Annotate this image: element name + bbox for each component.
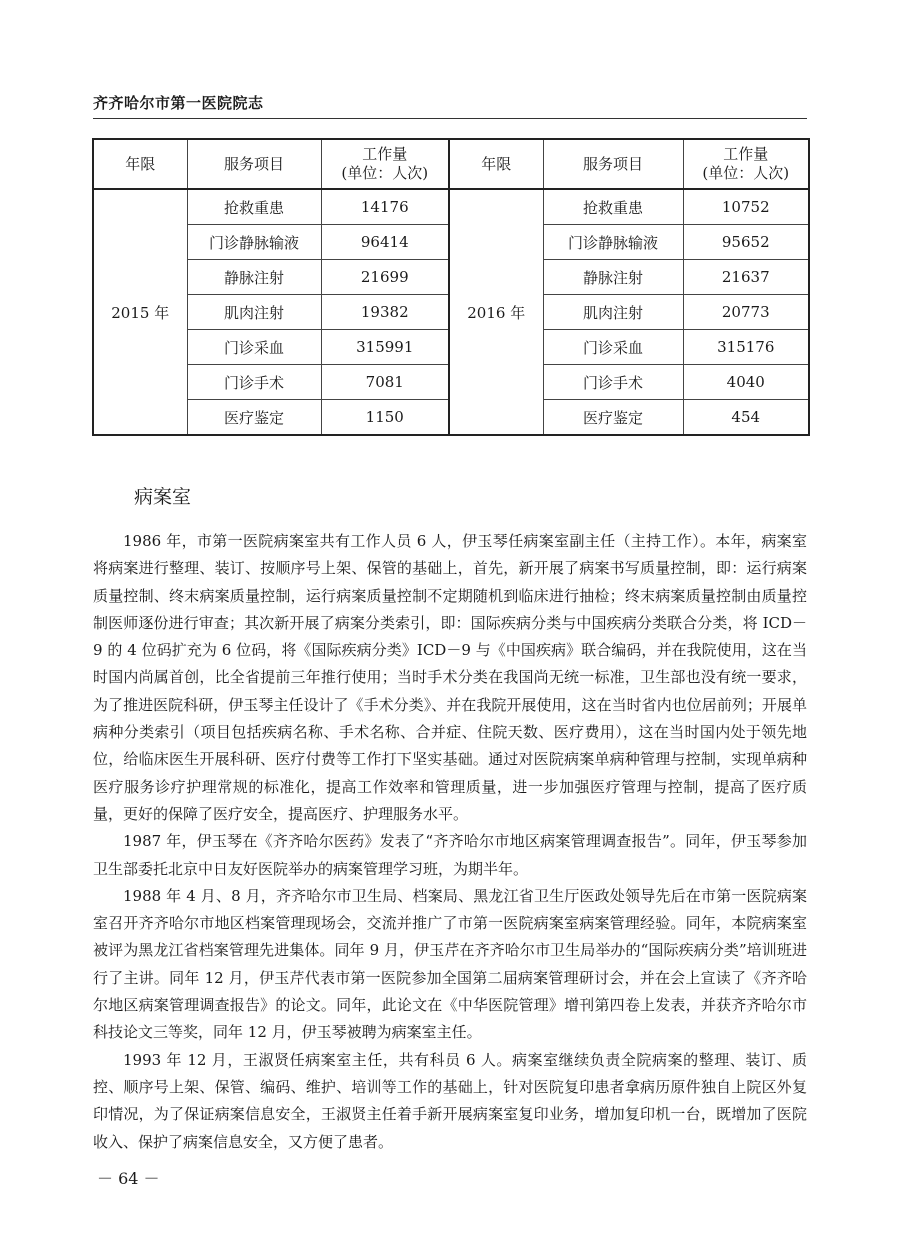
paragraph: 1986 年，市第一医院病案室共有工作人员 6 人，伊玉琴任病案室副主任（主持工作）。本年，病案室将病案进行整理、装订、按顺序号上架、保管的基础上，首先，新开展了病案书写质量控制，即：运行病案质量控制、终末病案质量控制，运行病案质量控制不定期随机到临床进行抽检；终末病案质量控制由质量控制医师逐份进行审查；其次新开展了病案分类索引，即：国际疾病分类与中国疾病分类联合分类，将 ICD－9 的 4 位码扩充为 6 位码，将《国际疾病分类》ICD－9 与《中国疾病》联合编码，并在我院使用，这在当时国内尚属首创，比全省提前三年推行使用；当时手术分类在我国尚无统一标准，卫生部也没有统一要求，为了推进医院科研，伊玉琴主任设计了《手术分类》、并在我院开展使用，这在当时省内也位居前列；开展单病种分类索引（项目包括疾病名称、手术名称、合并症、住院天数、医疗费用），这在当时国内处于领先地位，给临床医生开展科研、医疗付费等工作打下坚实基础。通过对医院病案单病种管理与控制，实现单病种医疗服务诊疗护理常规的标准化，提高工作效率和管理质量，进一步加强医疗管理与控制，提高了医疗质量，更好的保障了医疗安全，提高医疗、护理服务水平。 (93, 532, 807, 823)
workload-cell: 315176 (683, 330, 809, 365)
service-cell: 肌肉注射 (543, 295, 683, 330)
workload-column-header (683, 139, 809, 189)
workload-cell: 19382 (321, 295, 449, 330)
service-cell: 医疗鉴定 (187, 400, 321, 436)
workload-cell: 1150 (321, 400, 449, 436)
service-cell: 门诊静脉输液 (187, 225, 321, 260)
workload-cell: 95652 (683, 225, 809, 260)
paragraph: 1993 年 12 月，王淑贤任病案室主任，共有科员 6 人。病案室继续负责全院病案的整理、装订、质控、顺序号上架、保管、编码、维护、培训等工作的基础上，针对医院复印患者拿病历原件独自上院区外复印情况，为了保证病案信息安全，王淑贤主任着手新开展病案室复印业务，增加复印机一台，既增加了医院收入、保护了病案信息安全，又方便了患者。 (93, 1050, 807, 1151)
year-column-header: 年限 (449, 139, 543, 189)
paragraph: 1988 年 4 月、8 月，齐齐哈尔市卫生局、档案局、黑龙江省卫生厅医政处领导先后在市第一医院病案室召开齐齐哈尔市地区档案管理现场会，交流并推广了市第一医院病案室病案管理经验。同年，本院病案室被评为黑龙江省档案管理先进集体。同年 9 月，伊玉芹在齐齐哈尔市卫生局举办的“国际疾病分类”培训班进行了主讲。同年 12 月，伊玉芹代表市第一医院参加全国第二届病案管理研讨会，并在会上宣读了《齐齐哈尔地区病案管理调查报告》的论文。同年，此论文在《中华医院管理》增刊第四卷上发表，并获齐齐哈尔市科技论文三等奖，同年 12 月，伊玉琴被聘为病案室主任。 (93, 886, 807, 1042)
workload-header-label: 工作量 (723, 145, 769, 163)
service-cell: 抢救重患 (187, 189, 321, 225)
service-cell: 门诊手术 (187, 365, 321, 400)
service-column-header: 服务项目 (187, 139, 321, 189)
section-title: 病案室 (134, 486, 192, 508)
service-cell: 门诊手术 (543, 365, 683, 400)
workload-cell: 20773 (683, 295, 809, 330)
service-cell: 静脉注射 (543, 260, 683, 295)
service-cell: 医疗鉴定 (543, 400, 683, 436)
service-cell: 抢救重患 (543, 189, 683, 225)
header-rule (93, 118, 807, 119)
year-cell-2015: 2015 年 (93, 189, 187, 435)
workload-table (92, 138, 810, 436)
table-header-row (93, 139, 809, 189)
workload-cell: 96414 (321, 225, 449, 260)
service-cell: 门诊采血 (187, 330, 321, 365)
page-number: － 64 － (97, 1169, 160, 1188)
section-body (93, 528, 807, 1156)
workload-column-header (321, 139, 449, 189)
workload-cell: 21699 (321, 260, 449, 295)
workload-cell: 10752 (683, 189, 809, 225)
workload-cell: 7081 (321, 365, 449, 400)
workload-header-unit: (单位：人次) (702, 164, 790, 182)
workload-cell: 14176 (321, 189, 449, 225)
service-cell: 门诊静脉输液 (543, 225, 683, 260)
service-cell: 门诊采血 (543, 330, 683, 365)
service-column-header: 服务项目 (543, 139, 683, 189)
service-cell: 肌肉注射 (187, 295, 321, 330)
service-cell: 静脉注射 (187, 260, 321, 295)
year-column-header: 年限 (93, 139, 187, 189)
workload-cell: 315991 (321, 330, 449, 365)
paragraph: 1987 年，伊玉琴在《齐齐哈尔医药》发表了“齐齐哈尔市地区病案管理调查报告”。同年，伊玉琴参加卫生部委托北京中日友好医院举办的病案管理学习班，为期半年。 (93, 832, 807, 878)
workload-header-label: 工作量 (362, 145, 408, 163)
workload-cell: 21637 (683, 260, 809, 295)
workload-cell: 454 (683, 400, 809, 436)
year-cell-2016: 2016 年 (449, 189, 543, 435)
table-row (93, 189, 809, 225)
workload-header-unit: (单位：人次) (341, 164, 429, 182)
running-header: 齐齐哈尔市第一医院院志 (93, 94, 264, 112)
workload-cell: 4040 (683, 365, 809, 400)
